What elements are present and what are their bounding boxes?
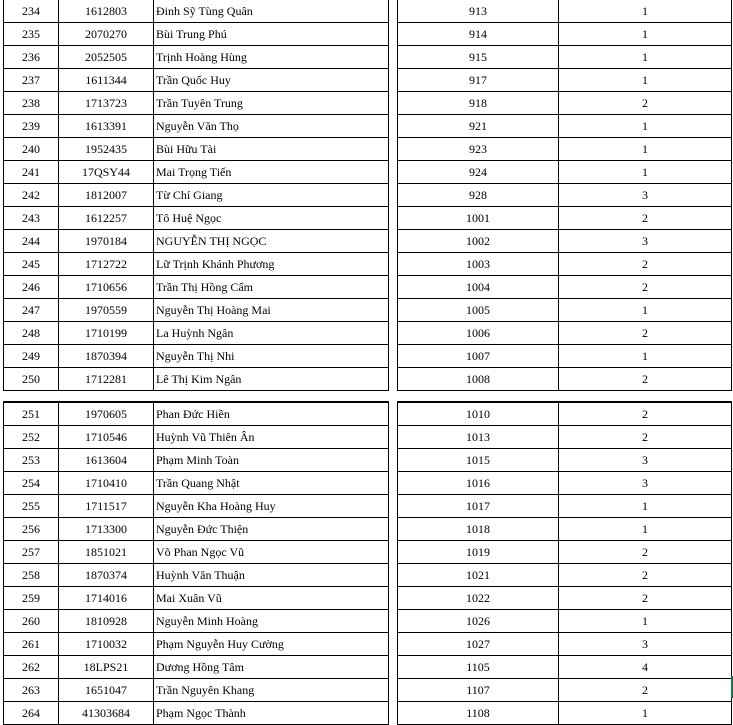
count-value: 2 <box>559 564 732 587</box>
row-number: 259 <box>4 587 59 610</box>
table-row <box>4 426 389 449</box>
student-name: Đinh Sỹ Tùng Quân <box>154 0 389 23</box>
count-value: 1 <box>559 161 732 184</box>
room-number: 1003 <box>398 253 559 276</box>
table-row <box>398 449 732 472</box>
student-id: 1710032 <box>59 633 154 656</box>
count-value: 3 <box>559 472 732 495</box>
student-name: Phạm Nguyễn Huy Cường <box>154 633 389 656</box>
count-value: 1 <box>559 518 732 541</box>
table-row <box>398 610 732 633</box>
student-id: 1712722 <box>59 253 154 276</box>
count-value: 2 <box>559 253 732 276</box>
student-id: 1710546 <box>59 426 154 449</box>
table-row <box>4 402 389 426</box>
count-value: 1 <box>559 299 732 322</box>
row-number: 236 <box>4 46 59 69</box>
table-row <box>398 184 732 207</box>
table-row <box>398 69 732 92</box>
room-number: 914 <box>398 23 559 46</box>
table-row <box>398 541 732 564</box>
student-id: 1970184 <box>59 230 154 253</box>
room-number: 1019 <box>398 541 559 564</box>
student-id: 1870394 <box>59 345 154 368</box>
student-name: Mai Xuân Vũ <box>154 587 389 610</box>
table-row <box>4 115 389 138</box>
table-row <box>4 449 389 472</box>
row-number: 250 <box>4 368 59 391</box>
count-value: 1 <box>559 702 732 725</box>
count-value: 1 <box>559 46 732 69</box>
student-name: Nguyễn Thị Hoàng Mai <box>154 299 389 322</box>
student-name: Bùi Trung Phú <box>154 23 389 46</box>
student-id: 1613604 <box>59 449 154 472</box>
room-number: 921 <box>398 115 559 138</box>
student-name: Nguyễn Kha Hoàng Huy <box>154 495 389 518</box>
count-value: 2 <box>559 679 732 702</box>
student-name: Nguyễn Thị Nhi <box>154 345 389 368</box>
table-row <box>4 253 389 276</box>
row-number: 246 <box>4 276 59 299</box>
room-number: 1002 <box>398 230 559 253</box>
student-name: Phạm Minh Toàn <box>154 449 389 472</box>
count-value: 1 <box>559 69 732 92</box>
table-row <box>4 0 389 23</box>
table-row <box>398 253 732 276</box>
table-row <box>4 702 389 725</box>
count-value: 2 <box>559 587 732 610</box>
student-name: Nguyễn Đức Thiện <box>154 518 389 541</box>
table-row <box>4 564 389 587</box>
table-row <box>4 587 389 610</box>
room-table-right-1 <box>397 0 732 391</box>
student-id: 1613391 <box>59 115 154 138</box>
row-number: 242 <box>4 184 59 207</box>
student-id: 1710199 <box>59 322 154 345</box>
student-id: 2070270 <box>59 23 154 46</box>
row-number: 258 <box>4 564 59 587</box>
student-id: 1713723 <box>59 92 154 115</box>
table-row <box>398 161 732 184</box>
table-row <box>4 276 389 299</box>
student-table-left-1 <box>3 0 389 391</box>
room-number: 1005 <box>398 299 559 322</box>
table-row <box>398 92 732 115</box>
table-row <box>4 656 389 679</box>
student-id: 1970559 <box>59 299 154 322</box>
student-name: Nguyễn Văn Thọ <box>154 115 389 138</box>
student-name: Lữ Trịnh Khánh Phương <box>154 253 389 276</box>
table-row <box>4 161 389 184</box>
table-row <box>398 230 732 253</box>
count-value: 3 <box>559 633 732 656</box>
row-number: 241 <box>4 161 59 184</box>
table-row <box>4 322 389 345</box>
table-row <box>398 633 732 656</box>
room-number: 1027 <box>398 633 559 656</box>
row-number: 247 <box>4 299 59 322</box>
table-row <box>398 402 732 426</box>
row-number: 256 <box>4 518 59 541</box>
table-row <box>398 564 732 587</box>
student-name: Trịnh Hoàng Hùng <box>154 46 389 69</box>
student-id: 1714016 <box>59 587 154 610</box>
row-number: 239 <box>4 115 59 138</box>
table-row <box>398 345 732 368</box>
row-number: 243 <box>4 207 59 230</box>
table-row <box>398 46 732 69</box>
table-row <box>4 69 389 92</box>
row-number: 238 <box>4 92 59 115</box>
table-row <box>398 679 732 702</box>
row-number: 264 <box>4 702 59 725</box>
room-number: 917 <box>398 69 559 92</box>
row-number: 262 <box>4 656 59 679</box>
student-table-left-2 <box>3 401 389 725</box>
count-value: 1 <box>559 138 732 161</box>
student-name: Từ Chí Giang <box>154 184 389 207</box>
student-id: 1710410 <box>59 472 154 495</box>
count-value: 1 <box>559 0 732 23</box>
student-id: 1651047 <box>59 679 154 702</box>
table-row <box>398 276 732 299</box>
table-row <box>4 633 389 656</box>
room-number: 915 <box>398 46 559 69</box>
room-number: 918 <box>398 92 559 115</box>
row-number: 251 <box>4 402 59 426</box>
row-number: 257 <box>4 541 59 564</box>
row-number: 255 <box>4 495 59 518</box>
table-row <box>4 518 389 541</box>
room-number: 923 <box>398 138 559 161</box>
room-number: 1001 <box>398 207 559 230</box>
room-number: 1013 <box>398 426 559 449</box>
count-value: 3 <box>559 449 732 472</box>
row-number: 237 <box>4 69 59 92</box>
count-value: 1 <box>559 345 732 368</box>
room-number: 1107 <box>398 679 559 702</box>
room-number: 1016 <box>398 472 559 495</box>
row-number: 248 <box>4 322 59 345</box>
count-value: 1 <box>559 115 732 138</box>
room-number: 1015 <box>398 449 559 472</box>
table-row <box>4 138 389 161</box>
student-name: Tô Huệ Ngọc <box>154 207 389 230</box>
count-value: 2 <box>559 276 732 299</box>
student-id: 1612257 <box>59 207 154 230</box>
count-value: 2 <box>559 92 732 115</box>
table-row <box>398 587 732 610</box>
table-row <box>4 207 389 230</box>
table-row <box>398 0 732 23</box>
student-id: 2052505 <box>59 46 154 69</box>
table-row <box>398 115 732 138</box>
count-value: 1 <box>559 23 732 46</box>
student-id: 1952435 <box>59 138 154 161</box>
table-row <box>398 23 732 46</box>
row-number: 253 <box>4 449 59 472</box>
row-number: 252 <box>4 426 59 449</box>
table-row <box>398 518 732 541</box>
student-name: NGUYỄN THỊ NGỌC <box>154 230 389 253</box>
row-number: 234 <box>4 0 59 23</box>
student-name: Trần Quang Nhật <box>154 472 389 495</box>
student-name: Võ Phan Ngọc Vũ <box>154 541 389 564</box>
student-id: 1611344 <box>59 69 154 92</box>
student-name: Trần Thị Hồng Cẩm <box>154 276 389 299</box>
row-number: 254 <box>4 472 59 495</box>
table-row <box>4 345 389 368</box>
room-number: 1008 <box>398 368 559 391</box>
table-row <box>398 495 732 518</box>
student-name: Nguyễn Minh Hoàng <box>154 610 389 633</box>
count-value: 1 <box>559 495 732 518</box>
room-number: 928 <box>398 184 559 207</box>
count-value: 4 <box>559 656 732 679</box>
student-name: La Huỳnh Ngân <box>154 322 389 345</box>
room-number: 1018 <box>398 518 559 541</box>
count-value: 2 <box>559 368 732 391</box>
table-row <box>398 656 732 679</box>
count-value: 2 <box>559 402 732 426</box>
row-number: 260 <box>4 610 59 633</box>
room-number: 1010 <box>398 402 559 426</box>
room-number: 1105 <box>398 656 559 679</box>
table-row <box>4 679 389 702</box>
student-name: Trần Quốc Huy <box>154 69 389 92</box>
table-row <box>4 230 389 253</box>
table-row <box>4 46 389 69</box>
room-number: 1007 <box>398 345 559 368</box>
table-row <box>398 299 732 322</box>
student-id: 1970605 <box>59 402 154 426</box>
table-row <box>4 610 389 633</box>
row-number: 261 <box>4 633 59 656</box>
student-id: 1712281 <box>59 368 154 391</box>
student-name: Phan Đức Hiền <box>154 402 389 426</box>
room-table-right-2 <box>397 401 732 725</box>
row-number: 249 <box>4 345 59 368</box>
table-row <box>4 184 389 207</box>
student-name: Phạm Ngọc Thành <box>154 702 389 725</box>
student-name: Huỳnh Vũ Thiên Ân <box>154 426 389 449</box>
student-id: 1710656 <box>59 276 154 299</box>
count-value: 2 <box>559 322 732 345</box>
student-name: Trần Nguyên Khang <box>154 679 389 702</box>
student-id: 17QSY44 <box>59 161 154 184</box>
student-name: Bùi Hữu Tài <box>154 138 389 161</box>
table-row <box>4 541 389 564</box>
row-number: 240 <box>4 138 59 161</box>
table-row <box>398 426 732 449</box>
row-number: 263 <box>4 679 59 702</box>
row-number: 244 <box>4 230 59 253</box>
room-number: 913 <box>398 0 559 23</box>
table-row <box>398 702 732 725</box>
table-row <box>398 368 732 391</box>
student-id: 1870374 <box>59 564 154 587</box>
student-id: 41303684 <box>59 702 154 725</box>
table-row <box>398 207 732 230</box>
room-number: 1004 <box>398 276 559 299</box>
room-number: 1017 <box>398 495 559 518</box>
student-name: Trần Tuyên Trung <box>154 92 389 115</box>
student-name: Huỳnh Văn Thuận <box>154 564 389 587</box>
student-id: 1851021 <box>59 541 154 564</box>
count-value: 2 <box>559 207 732 230</box>
table-row <box>4 23 389 46</box>
table-row <box>398 138 732 161</box>
table-row <box>4 368 389 391</box>
row-number: 235 <box>4 23 59 46</box>
room-number: 1021 <box>398 564 559 587</box>
table-row <box>398 322 732 345</box>
count-value: 3 <box>559 184 732 207</box>
table-row <box>4 299 389 322</box>
table-row <box>4 472 389 495</box>
table-row <box>4 495 389 518</box>
count-value: 3 <box>559 230 732 253</box>
room-number: 1006 <box>398 322 559 345</box>
count-value: 1 <box>559 610 732 633</box>
count-value: 2 <box>559 541 732 564</box>
student-name: Lê Thị Kim Ngân <box>154 368 389 391</box>
student-name: Mai Trọng Tiến <box>154 161 389 184</box>
student-id: 1810928 <box>59 610 154 633</box>
student-id: 18LPS21 <box>59 656 154 679</box>
student-id: 1711517 <box>59 495 154 518</box>
student-id: 1612803 <box>59 0 154 23</box>
row-number: 245 <box>4 253 59 276</box>
room-number: 1108 <box>398 702 559 725</box>
room-number: 924 <box>398 161 559 184</box>
count-value: 2 <box>559 426 732 449</box>
room-number: 1026 <box>398 610 559 633</box>
table-row <box>4 92 389 115</box>
table-row <box>398 472 732 495</box>
student-id: 1713300 <box>59 518 154 541</box>
student-name: Dương Hồng Tâm <box>154 656 389 679</box>
room-number: 1022 <box>398 587 559 610</box>
student-id: 1812007 <box>59 184 154 207</box>
